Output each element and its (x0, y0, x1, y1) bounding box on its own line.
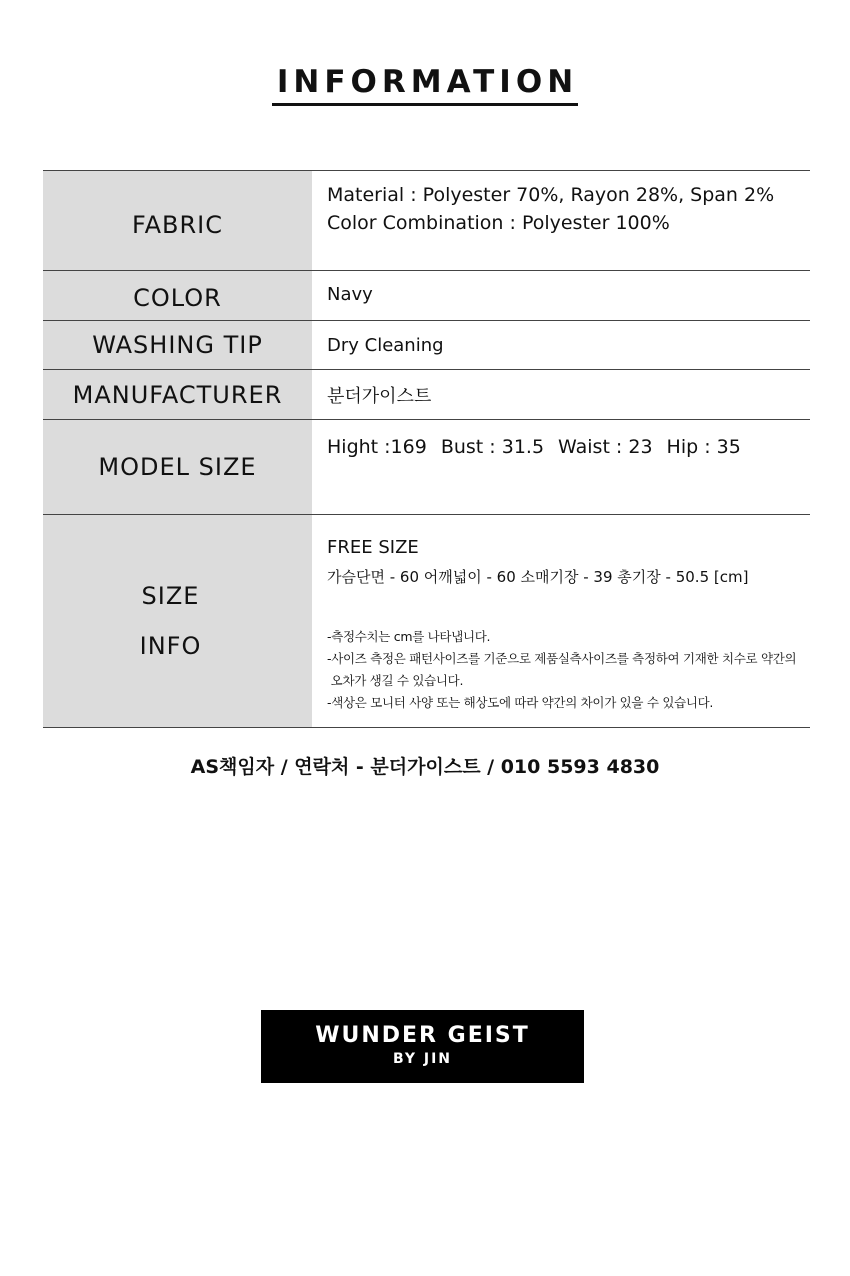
model-size-label: MODEL SIZE (43, 420, 312, 514)
size-info-label-line2: INFO (139, 632, 202, 660)
manufacturer-value: 분더가이스트 (327, 386, 432, 407)
fabric-material: Material : Polyester 70%, Rayon 28%, Span 2% (327, 184, 775, 206)
row-manufacturer (43, 370, 810, 420)
model-hip: Hip : 35 (666, 436, 741, 458)
row-color (43, 271, 810, 321)
size-note: -색상은 모니터 사양 또는 해상도에 따라 약간의 차이가 있을 수 있습니다. (327, 695, 714, 710)
size-note: 오차가 생길 수 있습니다. (327, 673, 464, 688)
as-contact: AS책임자 / 연락처 - 분더가이스트 / 010 5593 4830 (190, 756, 660, 778)
model-waist: Waist : 23 (558, 436, 653, 458)
washing-tip-value: Dry Cleaning (327, 335, 444, 356)
row-size-info (43, 515, 810, 728)
size-dimensions: 가슴단면 - 60 어깨넓이 - 60 소매기장 - 39 총기장 - 50.5 [cm] (327, 568, 749, 586)
fabric-value (312, 171, 810, 270)
fabric-color-combination: Color Combination : Polyester 100% (327, 212, 670, 234)
free-size: FREE SIZE (327, 537, 419, 558)
color-value: Navy (327, 284, 373, 305)
fabric-label: FABRIC (43, 171, 312, 270)
washing-tip-label: WASHING TIP (43, 321, 312, 369)
brand-logo (261, 1010, 584, 1083)
size-info-label-line1: SIZE (141, 582, 200, 610)
product-info-table (43, 170, 810, 728)
size-notes (327, 626, 810, 714)
model-bust: Bust : 31.5 (440, 436, 545, 458)
page-title-text: INFORMATION (272, 64, 578, 106)
page-title (0, 62, 850, 106)
brand-logo-name: WUNDER GEIST (315, 1023, 530, 1048)
manufacturer-label: MANUFACTURER (43, 370, 312, 419)
size-note: -측정수치는 cm를 나타냅니다. (327, 629, 491, 644)
color-label: COLOR (43, 271, 312, 320)
row-washing-tip (43, 321, 810, 370)
model-size-value (312, 420, 810, 514)
size-info-label (43, 515, 312, 727)
row-fabric (43, 171, 810, 271)
brand-logo-sub: BY JIN (392, 1051, 453, 1067)
size-note: -사이즈 측정은 패턴사이즈를 기준으로 제품실측사이즈를 측정하여 기재한 치수로 약간의 (327, 651, 797, 666)
model-hight: Hight :169 (327, 436, 427, 458)
row-model-size (43, 420, 810, 515)
size-info-value (312, 515, 810, 727)
